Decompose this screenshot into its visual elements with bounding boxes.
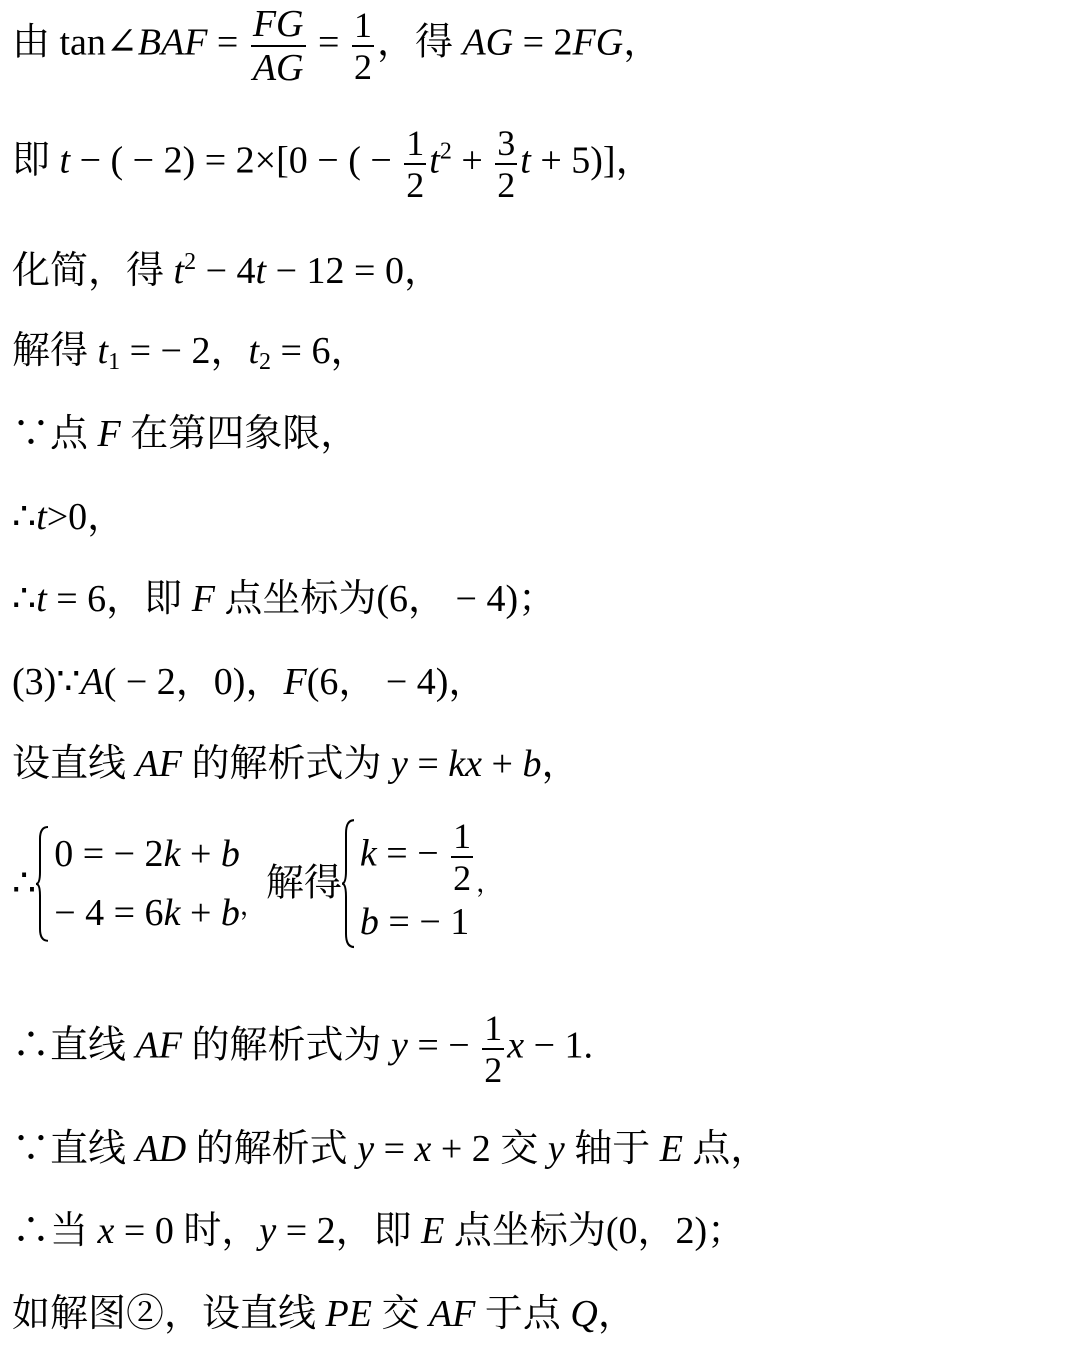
denominator: AG [252, 47, 304, 89]
equation-row [360, 818, 476, 896]
text: = [308, 21, 349, 64]
var: y [357, 1128, 375, 1170]
line-1 [12, 5, 661, 87]
var: Q [570, 1293, 598, 1335]
fraction [495, 125, 517, 203]
fraction [404, 125, 426, 203]
text: 点， [682, 1128, 769, 1170]
numerator: 1 [453, 816, 472, 856]
denominator: 2 [453, 858, 472, 898]
var: b [220, 832, 240, 875]
text: + [451, 139, 493, 182]
text: ， [623, 21, 662, 64]
text: + [482, 743, 523, 785]
text: (3)∵ [12, 661, 81, 703]
var: y [547, 1128, 565, 1170]
text: = [374, 1128, 415, 1170]
var: k [163, 832, 181, 875]
var: x [97, 1210, 115, 1252]
exponent: 2 [184, 249, 197, 275]
var: k [359, 832, 377, 875]
var: b [220, 891, 240, 934]
text: ∵点 [12, 413, 98, 455]
text: = 0 时， [114, 1210, 260, 1252]
denominator: 2 [497, 165, 516, 205]
var: PE [325, 1293, 372, 1335]
line-10 [12, 818, 502, 949]
text: 0 = − 2 [54, 832, 164, 875]
line-2 [12, 125, 654, 203]
numerator: FG [252, 3, 304, 45]
var: F [97, 413, 121, 455]
text: + 2 交 [431, 1128, 548, 1170]
left-brace-icon [342, 818, 356, 949]
equation-row [360, 896, 476, 949]
text: 交 [371, 1293, 429, 1335]
text: 的解析式为 [181, 1024, 391, 1067]
var: F [283, 661, 307, 703]
var: t [59, 139, 71, 182]
var: AD [135, 1128, 187, 1170]
line-8 [12, 663, 486, 701]
var: y [390, 743, 408, 785]
var: AF [135, 743, 182, 785]
text: = [407, 743, 449, 785]
text: = 2，即 [276, 1210, 422, 1252]
text: = [207, 21, 248, 64]
var: FG [572, 21, 624, 64]
text: 由 tan∠ [12, 21, 138, 64]
text: ， [239, 891, 266, 921]
subscript: 2 [259, 349, 272, 375]
text: ∴直线 [12, 1024, 136, 1067]
line-4 [12, 332, 368, 374]
text: + [180, 891, 221, 934]
text: 点坐标为(6， − 4)； [214, 578, 557, 620]
var: A [80, 661, 104, 703]
text: = − 1 [378, 901, 470, 943]
denominator: 2 [406, 165, 425, 205]
text: = − [376, 832, 449, 875]
line-13 [12, 1212, 745, 1250]
text: 轴于 [564, 1128, 660, 1170]
text: − 1. [524, 1024, 594, 1067]
text: 在第四象限， [120, 413, 359, 455]
text: >0， [46, 496, 126, 538]
text: + [180, 832, 221, 875]
line-7 [12, 580, 556, 618]
var: AF [135, 1024, 182, 1067]
text: 如解图②，设直线 [12, 1293, 326, 1335]
var: t [248, 330, 260, 372]
text: ， [541, 743, 580, 785]
var: E [659, 1128, 683, 1170]
text: ，得 [376, 21, 463, 64]
text: ∴当 [12, 1210, 98, 1252]
line-3 [12, 250, 442, 290]
text: − 4 [196, 250, 256, 292]
text: 解得 [265, 862, 342, 905]
text: = 2 [513, 21, 573, 64]
text: 点坐标为(0，2)； [444, 1210, 746, 1252]
text: − 4 = 6 [54, 891, 164, 934]
denominator: 2 [484, 1050, 503, 1090]
text: 解得 [12, 330, 98, 372]
text: 设直线 [12, 743, 136, 785]
var: AF [428, 1293, 476, 1335]
fraction-fg-ag [251, 5, 306, 87]
numerator: 1 [353, 5, 372, 45]
text: + 5)]， [530, 139, 654, 182]
text: 化简，得 [12, 250, 174, 292]
denominator: 2 [353, 47, 372, 87]
fraction [451, 818, 473, 896]
text: 的解析式 [186, 1128, 358, 1170]
var: t [97, 330, 109, 372]
var: E [421, 1210, 445, 1252]
var: F [191, 578, 215, 620]
text: − 12 = 0， [266, 250, 442, 292]
line-5 [12, 415, 358, 453]
var: y [390, 1024, 408, 1067]
equation-row [54, 884, 240, 943]
var: t [173, 250, 185, 292]
exponent: 2 [439, 138, 452, 165]
equation-system-2 [342, 818, 476, 949]
line-9 [12, 745, 579, 783]
text: = 6，即 [46, 578, 192, 620]
line-6 [12, 498, 125, 536]
numerator: 1 [484, 1008, 503, 1048]
line-12 [12, 1130, 768, 1168]
text: ∴ [12, 496, 37, 538]
var: t [36, 578, 47, 620]
var: k [163, 891, 181, 934]
numerator: 3 [497, 123, 516, 163]
var: x [507, 1024, 525, 1067]
var: y [259, 1210, 277, 1252]
text: = − [407, 1024, 480, 1067]
text: (6， − 4)， [306, 661, 487, 703]
fraction [482, 1010, 504, 1088]
text: − ( − 2) = 2×[0 − ( − [70, 139, 402, 182]
var: t [36, 496, 47, 538]
equation-system-1 [36, 825, 240, 943]
equation-row [54, 825, 240, 884]
text: ∵直线 [12, 1128, 136, 1170]
var: t [255, 250, 267, 292]
text: 的解析式为 [181, 743, 391, 785]
left-brace-icon [36, 825, 50, 943]
var: kx [448, 743, 483, 785]
text: 于点 [475, 1293, 571, 1335]
text: ∴ [12, 862, 37, 905]
fraction-half [352, 7, 374, 85]
subscript: 1 [108, 349, 121, 375]
text: = − 2， [120, 330, 249, 372]
text: = 6， [271, 330, 369, 372]
var: b [522, 743, 542, 785]
var: AG [462, 21, 514, 64]
var: b [359, 901, 379, 943]
text: ∴ [12, 578, 37, 620]
text: ， [597, 1293, 636, 1335]
var: BAF [137, 21, 208, 64]
var: t [520, 139, 531, 182]
text: ， [476, 868, 503, 898]
var: x [414, 1128, 432, 1170]
var: t [429, 139, 440, 182]
text: 即 [12, 139, 60, 182]
line-14 [12, 1295, 636, 1333]
text: ( − 2，0)， [103, 661, 284, 703]
line-11 [12, 1010, 593, 1088]
numerator: 1 [406, 123, 425, 163]
